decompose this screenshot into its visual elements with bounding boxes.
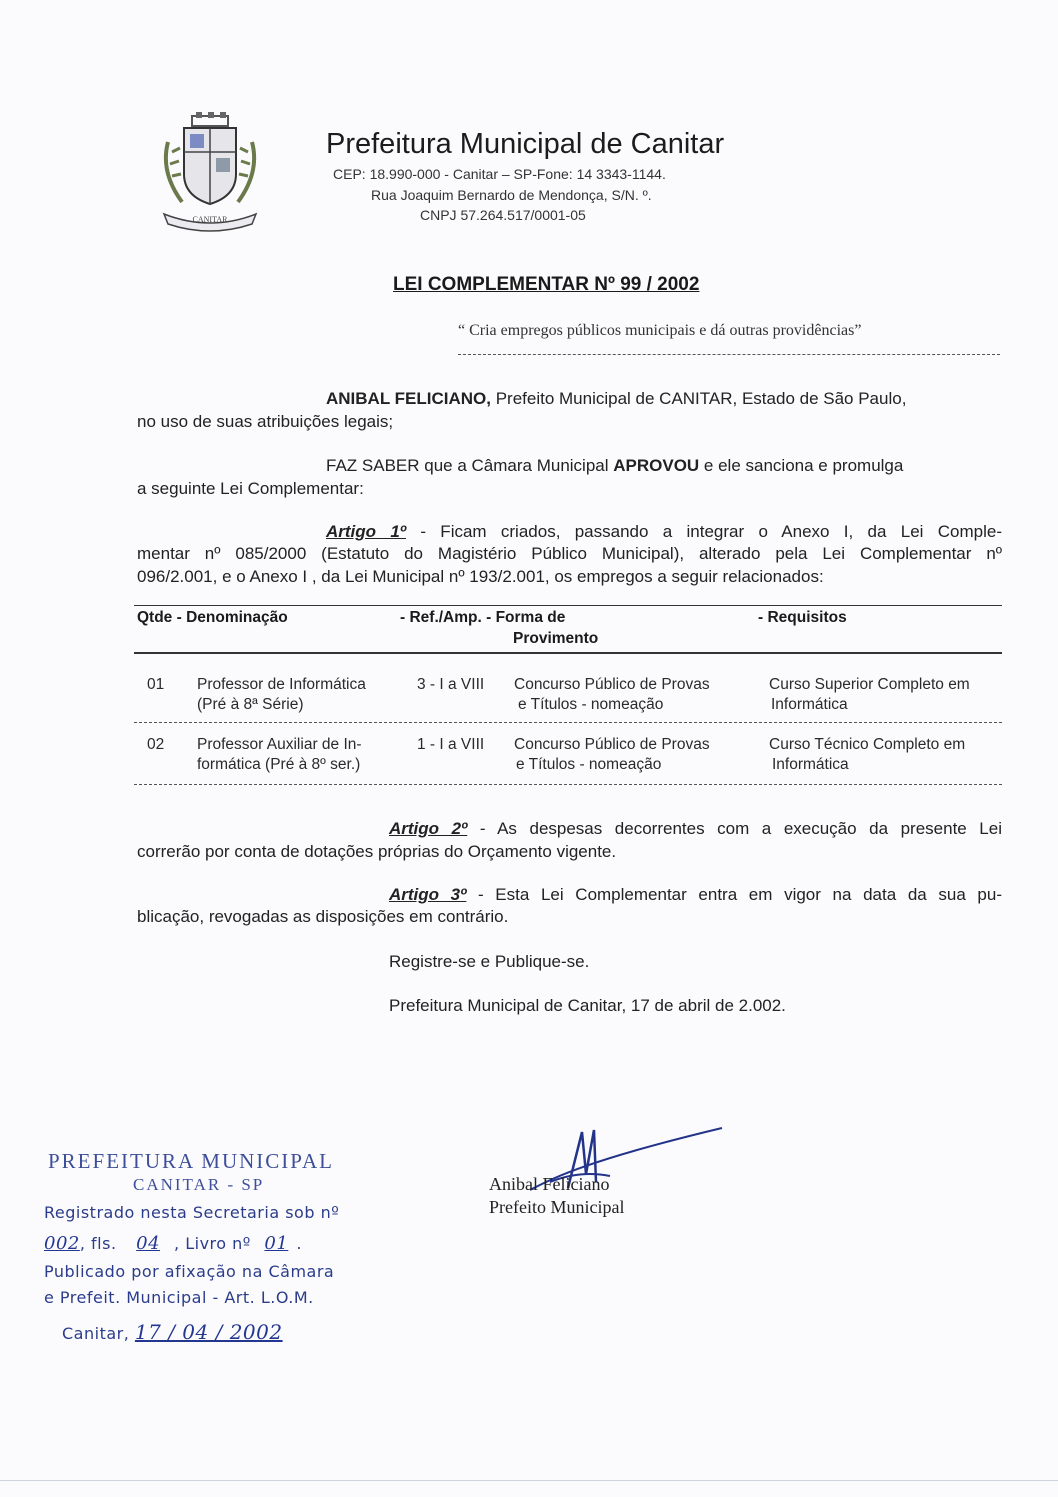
stamp-livro-label: , Livro nº — [174, 1234, 251, 1253]
table-row-2-denom-2: formática (Pré à 8º ser.) — [197, 756, 361, 773]
stamp-registry-numbers: 002, fls. 04 , Livro nº 01 . — [44, 1233, 302, 1254]
artigo-2-line1 — [389, 818, 1002, 840]
aprovou-text: APROVOU — [613, 456, 700, 475]
table-row-2-req: Curso Técnico Completo em — [769, 736, 966, 753]
stamp-livro-number: 01 — [264, 1233, 289, 1254]
header-cnpj: CNPJ 57.264.517/0001-05 — [420, 207, 586, 223]
stamp-date-line — [62, 1320, 283, 1344]
stamp-article-line: e Prefeit. Municipal - Art. L.O.M. — [44, 1288, 314, 1307]
artigo-1-line2: mentar nº 085/2000 (Estatuto do Magistério Público Municipal), alterado pela Lei Complementar nº — [137, 544, 1002, 563]
law-ementa: “ Cria empregos públicos municipais e dá outras providências” — [458, 322, 862, 339]
page-bottom-edge — [0, 1480, 1058, 1481]
header-address-street: Rua Joaquim Bernardo de Mendonça, S/N. º. — [371, 187, 652, 203]
stamp-date-value: 17 / 04 / 2002 — [134, 1320, 283, 1344]
stamp-registry-number: 002 — [44, 1233, 80, 1254]
paragraph-mayor-text: Prefeito Municipal de CANITAR, Estado de São Paulo, — [490, 389, 907, 408]
coat-of-arms-logo — [158, 112, 262, 236]
table-row-2-forma: Concurso Público de Provas — [514, 736, 710, 753]
mayor-name: ANIBAL FELICIANO, — [326, 389, 491, 408]
svg-text:CANITAR: CANITAR — [192, 215, 228, 224]
artigo-3-line1 — [389, 884, 1002, 906]
paragraph-faz-saber — [326, 455, 903, 477]
artigo-1-line3: 096/2.001, e o Anexo I , da Lei Municipal nº 193/2.001, os empregos a seguir relacionados: — [137, 567, 824, 586]
table-row-1-req-2: Informática — [771, 696, 848, 713]
paragraph-mayor-line2: no uso de suas atribuições legais; — [137, 412, 394, 431]
artigo-2-label: Artigo 2º — [389, 819, 468, 838]
table-row-1-forma: Concurso Público de Provas — [514, 676, 710, 693]
artigo-3-line2: blicação, revogadas as disposições em contrário. — [137, 907, 509, 926]
table-row-1-denom: Professor de Informática — [197, 676, 366, 693]
artigo-1-label: Artigo 1º — [326, 522, 407, 541]
register-publish: Registre-se e Publique-se. — [389, 952, 590, 971]
signing-date: Prefeitura Municipal de Canitar, 17 de abril de 2.002. — [389, 996, 786, 1015]
artigo-2-line2: correrão por conta de dotações próprias do Orçamento vigente. — [137, 842, 617, 861]
signatory-name: Anibal Feliciano — [489, 1174, 610, 1194]
signatory-role: Prefeito Municipal — [489, 1197, 625, 1217]
stamp-fls-number: 04 — [136, 1233, 161, 1254]
ementa-divider — [458, 354, 1000, 355]
stamp-title: PREFEITURA MUNICIPAL — [48, 1149, 335, 1173]
table-header-rule — [134, 652, 1002, 654]
table-row-2-req-2: Informática — [772, 756, 849, 773]
artigo-1-line1 — [326, 521, 1002, 543]
faz-saber-text: FAZ SABER que a Câmara Municipal — [326, 456, 614, 475]
stamp-date-label: Canitar, — [62, 1324, 130, 1343]
table-top-rule — [134, 605, 1002, 606]
table-row-1-ref: 3 - I a VIII — [417, 676, 485, 693]
stamp-registered-line: Registrado nesta Secretaria sob nº — [44, 1203, 340, 1222]
table-header-ref: - Ref./Amp. - Forma de — [400, 609, 566, 626]
table-bottom-rule — [134, 784, 1002, 785]
table-header-provimento: Provimento — [513, 630, 599, 647]
table-row-divider — [134, 722, 1002, 723]
stamp-city: CANITAR - SP — [133, 1175, 265, 1194]
law-title: LEI COMPLEMENTAR Nº 99 / 2002 — [393, 274, 700, 295]
table-row-2-denom: Professor Auxiliar de In- — [197, 736, 362, 753]
table-row-2-ref: 1 - I a VIII — [417, 736, 485, 753]
header-title: Prefeitura Municipal de Canitar — [326, 128, 725, 160]
header-address-cep: CEP: 18.990-000 - Canitar – SP-Fone: 14 3343-1144. — [333, 166, 666, 182]
artigo-3-label: Artigo 3º — [389, 885, 467, 904]
table-header-qtde: Qtde - Denominação — [137, 609, 288, 626]
stamp-published-line: Publicado por afixação na Câmara — [44, 1262, 335, 1281]
table-row-1-forma-2: e Títulos - nomeação — [518, 696, 664, 713]
table-row-2-qtde: 02 — [147, 736, 165, 753]
faz-saber-text-end: e ele sanciona e promulga — [699, 456, 904, 475]
table-header-requisitos: - Requisitos — [758, 609, 847, 626]
table-row-1-qtde: 01 — [147, 676, 165, 693]
artigo-3-text: - Esta Lei Complementar entra em vigor na data da sua pu- — [466, 885, 1003, 904]
artigo-2-text: - As despesas decorrentes com a execução da presente Lei — [467, 819, 1002, 838]
table-row-1-denom-2: (Pré à 8ª Série) — [197, 696, 304, 713]
table-row-2-forma-2: e Títulos - nomeação — [516, 756, 662, 773]
table-row-1-req: Curso Superior Completo em — [769, 676, 970, 693]
artigo-1-text: - Ficam criados, passando a integrar o Anexo I, da Lei Comple- — [406, 522, 1003, 541]
paragraph-faz-saber-line2: a seguinte Lei Complementar: — [137, 479, 364, 498]
stamp-fls-label: , fls. — [79, 1234, 117, 1253]
paragraph-mayor — [326, 388, 906, 410]
